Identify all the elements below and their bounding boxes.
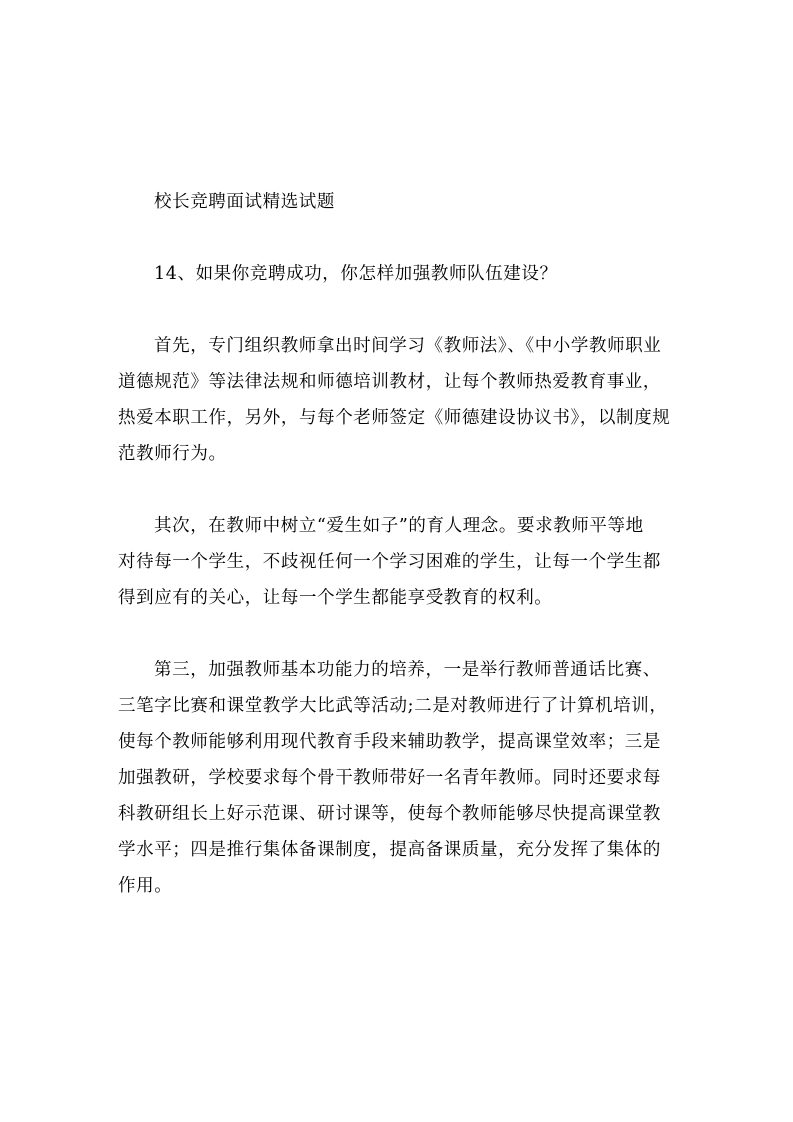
paragraph-line: 得到应有的关心，让每一个学生都能享受教育的权利。 (118, 588, 553, 608)
spacer (118, 220, 678, 256)
paragraph-line: 科教研组长上好示范课、研讨课等，使每个教师能够尽快提高课堂教 (118, 804, 661, 824)
paragraph-line: 使每个教师能够利用现代教育手段来辅助教学，提高课堂效率；三是 (118, 732, 661, 752)
paragraph-line: 加强教研，学校要求每个骨干教师带好一名青年教师。同时还要求每 (118, 768, 661, 788)
paragraph-line: 第三，加强教师基本功能力的培养，一是举行教师普通话比赛、 (154, 660, 661, 680)
document-title: 校长竞聘面试精选试题 (154, 192, 335, 212)
paragraph-line: 其次，在教师中树立“爱生如子”的育人理念。要求教师平等地 (154, 516, 644, 536)
paragraph-line: 三笔字比赛和课堂教学大比武等活动;二是对教师进行了计算机培训， (118, 696, 668, 716)
question-heading: 14、如果你竞聘成功，你怎样加强教师队伍建设？ (154, 264, 558, 284)
paragraph-line: 热爱本职工作，另外，与每个老师签定《师德建设协议书》，以制度规 (118, 408, 671, 428)
paragraph-line: 首先，专门组织教师拿出时间学习《教师法》、《中小学教师职业 (154, 336, 662, 356)
paragraph-line: 学水平；四是推行集体备课制度，提高备课质量，充分发挥了集体的 (118, 840, 661, 860)
paragraph-3 (118, 652, 678, 904)
spacer (118, 616, 678, 652)
document-body (118, 184, 678, 904)
spacer (118, 472, 678, 508)
spacer (118, 292, 678, 328)
paragraph-2 (118, 508, 678, 616)
paragraph-1 (118, 328, 678, 472)
paragraph-line: 道德规范》等法律法规和师德培训教材，让每个教师热爱教育事业， (118, 372, 661, 392)
paragraph-line: 作用。 (118, 876, 173, 896)
paragraph-line: 范教师行为。 (118, 444, 227, 464)
paragraph-line: 对待每一个学生，不歧视任何一个学习困难的学生，让每一个学生都 (118, 552, 661, 572)
